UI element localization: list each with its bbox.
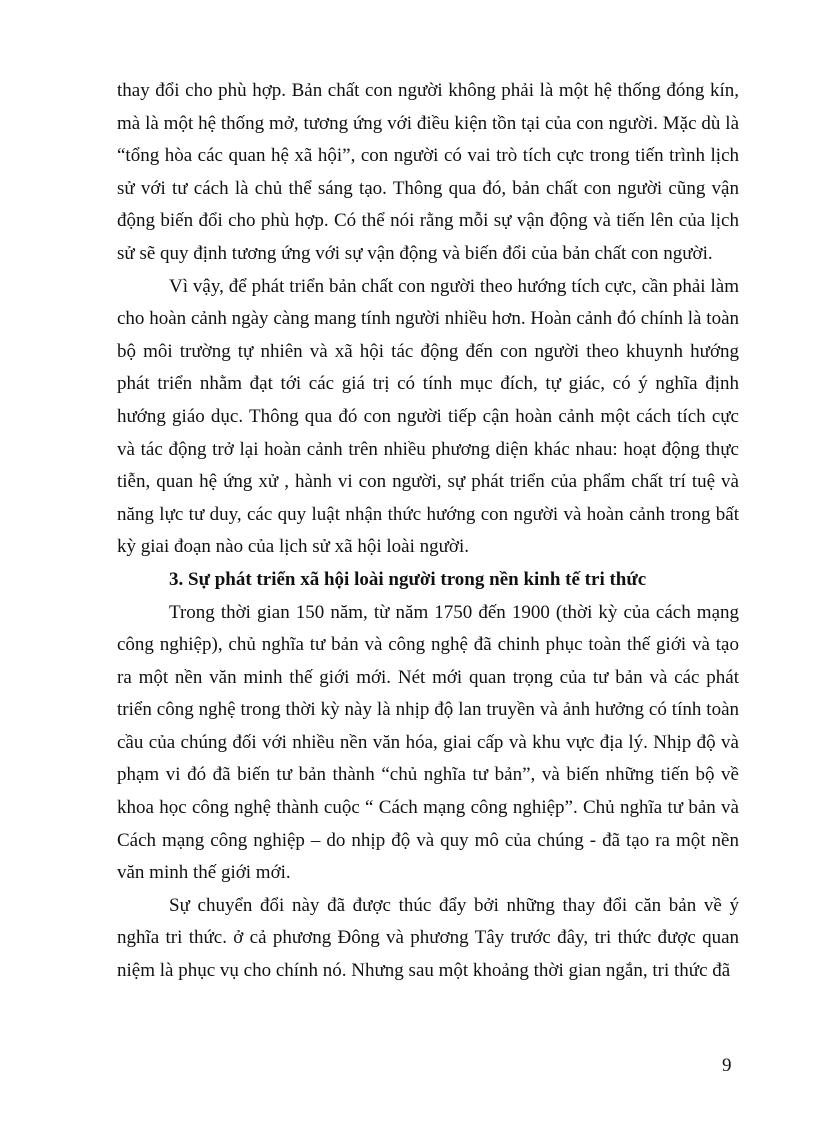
paragraph-4: Sự chuyển đổi này đã được thúc đẩy bởi những thay đổi căn bản về ý nghĩa tri thức. ở cả phương Đông và phương Tây trước đây, tri thức được quan niệm là phục vụ cho chính nó. Nhưng sau một khoảng thời gian ngắn, tri thức đã — [117, 894, 739, 982]
section-heading: 3. Sự phát triển xã hội loài người trong nền kinh tế tri thức — [169, 568, 647, 590]
page-content — [117, 75, 739, 988]
paragraph-1: thay đổi cho phù hợp. Bản chất con người không phải là một hệ thống đóng kín, mà là một hệ thống mở, tương ứng với điều kiện tồn tại của con người. Mặc dù là “tổng hòa các quan hệ xã hội”, con người có vai trò tích cực trong tiến trình lịch sử với tư cách là chủ thể sáng tạo. Thông qua đó, bản chất con người cũng vận động biến đổi cho phù hợp. Có thể nói rằng mỗi sự vận động và tiến lên của lịch sử sẽ quy định tương ứng với sự vận động và biến đổi của bản chất con người. — [117, 80, 739, 264]
paragraph-3: Trong thời gian 150 năm, từ năm 1750 đến 1900 (thời kỳ của cách mạng công nghiệp), chủ nghĩa tư bản và công nghệ đã chinh phục toàn thế giới và tạo ra một nền văn minh thế giới mới. Nét mới quan trọng của tư bản và các phát triển công nghệ trong thời kỳ này là nhịp độ lan truyền và ảnh hưởng có tính toàn cầu của chúng đối với nhiều nền văn hóa, giai cấp và khu vực địa lý. Nhịp độ và phạm vi đó đã biến tư bản thành “chủ nghĩa tư bản”, và biến những tiến bộ về khoa học công nghệ thành cuộc “ Cách mạng công nghiệp”. Chủ nghĩa tư bản và Cách mạng công nghiệp – do nhịp độ và quy mô của chúng - đã tạo ra một nền văn minh thế giới mới. — [117, 601, 739, 884]
paragraph-2: Vì vậy, để phát triển bản chất con người theo hướng tích cực, cần phải làm cho hoàn cảnh ngày càng mang tính người nhiều hơn. Hoàn cảnh đó chính là toàn bộ môi trường tự nhiên và xã hội tác động đến con người theo khuynh hướng phát triển nhằm đạt tới các giá trị có tính mục đích, tự giác, có ý nghĩa định hướng giáo dục. Thông qua đó con người tiếp cận hoàn cảnh một cách tích cực và tác động trở lại hoàn cảnh trên nhiều phương diện khác nhau: hoạt động thực tiễn, quan hệ ứng xử , hành vi con người, sự phát triển của phẩm chất trí tuệ và năng lực tư duy, các quy luật nhận thức hướng con người và hoàn cảnh trong bất kỳ giai đoạn nào của lịch sử xã hội loài người. — [117, 275, 739, 558]
page-number: 9 — [722, 1055, 732, 1076]
